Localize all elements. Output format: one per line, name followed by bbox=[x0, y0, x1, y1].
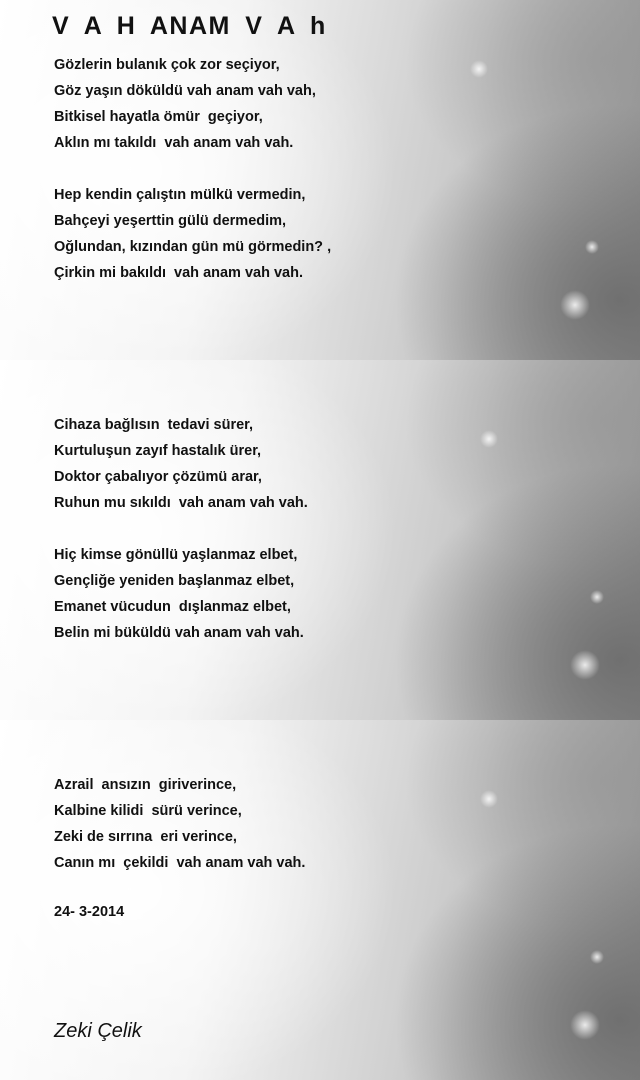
stanza-2 bbox=[54, 182, 331, 286]
stanza-3 bbox=[54, 412, 308, 516]
poem-line: Canın mı çekildi vah anam vah vah. bbox=[54, 855, 306, 871]
poem-line: Doktor çabalıyor çözümü arar, bbox=[54, 469, 262, 485]
poem-line: Aklın mı takıldı vah anam vah vah. bbox=[54, 135, 294, 151]
poem-line: Bahçeyi yeşerttin gülü dermedim, bbox=[54, 213, 287, 229]
poem-line: Hep kendin çalıştın mülkü vermedin, bbox=[54, 187, 306, 203]
poem-line: Hiç kimse gönüllü yaşlanmaz elbet, bbox=[54, 547, 298, 563]
poem-line: Azrail ansızın giriverince, bbox=[54, 777, 237, 793]
poem-line: Bitkisel hayatla ömür geçiyor, bbox=[54, 109, 263, 125]
poem-line: Kalbine kilidi sürü verince, bbox=[54, 803, 242, 819]
poem-line: Gençliğe yeniden başlanmaz elbet, bbox=[54, 573, 295, 589]
stanza-1 bbox=[54, 52, 316, 156]
poem-line: Zeki de sırrına eri verince, bbox=[54, 829, 237, 845]
poem-date: 24- 3-2014 bbox=[54, 904, 125, 920]
poem-panel-3 bbox=[0, 720, 640, 1080]
poem-line: Emanet vücudun dışlanmaz elbet, bbox=[54, 599, 291, 615]
poem-panel-1 bbox=[0, 0, 640, 360]
poem-line: Gözlerin bulanık çok zor seçiyor, bbox=[54, 57, 280, 73]
author-signature: Zeki Çelik bbox=[54, 1020, 142, 1042]
poem-line: Çirkin mi bakıldı vah anam vah vah. bbox=[54, 265, 304, 281]
stanza-5 bbox=[54, 772, 305, 876]
poem-line: Oğlundan, kızından gün mü görmedin? , bbox=[54, 239, 332, 255]
poem-panel-2 bbox=[0, 360, 640, 720]
poem-title: V A H ANAM V A h bbox=[52, 12, 327, 40]
poem-line: Ruhun mu sıkıldı vah anam vah vah. bbox=[54, 495, 308, 511]
poem-line: Cihaza bağlısın tedavi sürer, bbox=[54, 417, 254, 433]
poem-line: Göz yaşın döküldü vah anam vah vah, bbox=[54, 83, 316, 99]
poem-line: Kurtuluşun zayıf hastalık ürer, bbox=[54, 443, 262, 459]
stanza-4 bbox=[54, 542, 304, 646]
poem-line: Belin mi büküldü vah anam vah vah. bbox=[54, 625, 304, 641]
